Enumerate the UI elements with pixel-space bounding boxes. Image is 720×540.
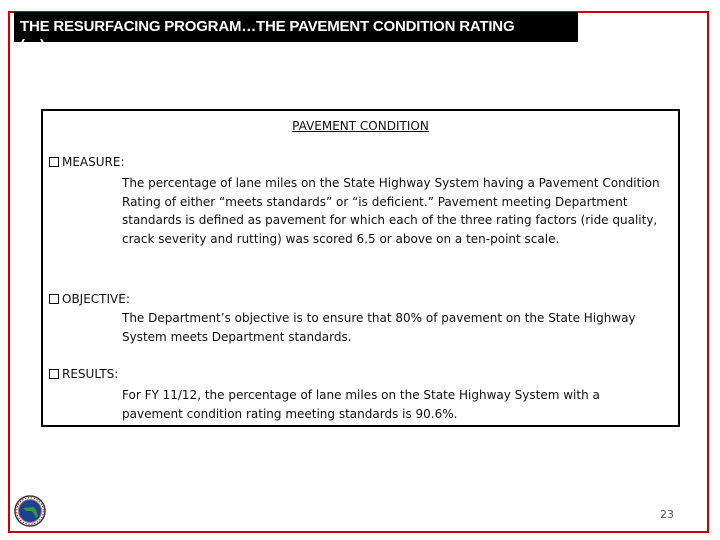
measure-text: The percentage of lane miles on the State Highway System having a Pavement Condition Rating of either “meets standards” or “is deficient.” Pavement meeting Department standards is defined as pavement for which each of the three rating factors (ride quality, crack severity and rutting) was scored 6.5 or above on a ten-point scale. (122, 176, 660, 246)
section-label-measure (49, 155, 125, 169)
objective-label: OBJECTIVE: (62, 292, 130, 306)
results-text: For FY 11/12, the percentage of lane miles on the State Highway System with a pavement condition rating meeting standards is 90.6%. (122, 388, 600, 421)
section-label-objective (49, 292, 130, 306)
slide-title: THE RESURFACING PROGRAM…THE PAVEMENT CONDITION RATING (20, 18, 515, 35)
square-bullet-icon (49, 369, 59, 379)
box-heading: PAVEMENT CONDITION (292, 119, 429, 133)
seal-logo-icon (14, 495, 46, 527)
content-box (41, 109, 680, 427)
slide-title-overflow: (…) (20, 37, 45, 54)
square-bullet-icon (49, 157, 59, 167)
objective-text: The Department’s objective is to ensure that 80% of pavement on the State Highway System meets Department standards. (122, 311, 636, 344)
page-number: 23 (660, 508, 674, 521)
title-bar (14, 12, 578, 54)
results-label: RESULTS: (62, 367, 119, 381)
section-label-results (49, 367, 118, 381)
square-bullet-icon (49, 294, 59, 304)
measure-label: MEASURE: (62, 155, 125, 169)
